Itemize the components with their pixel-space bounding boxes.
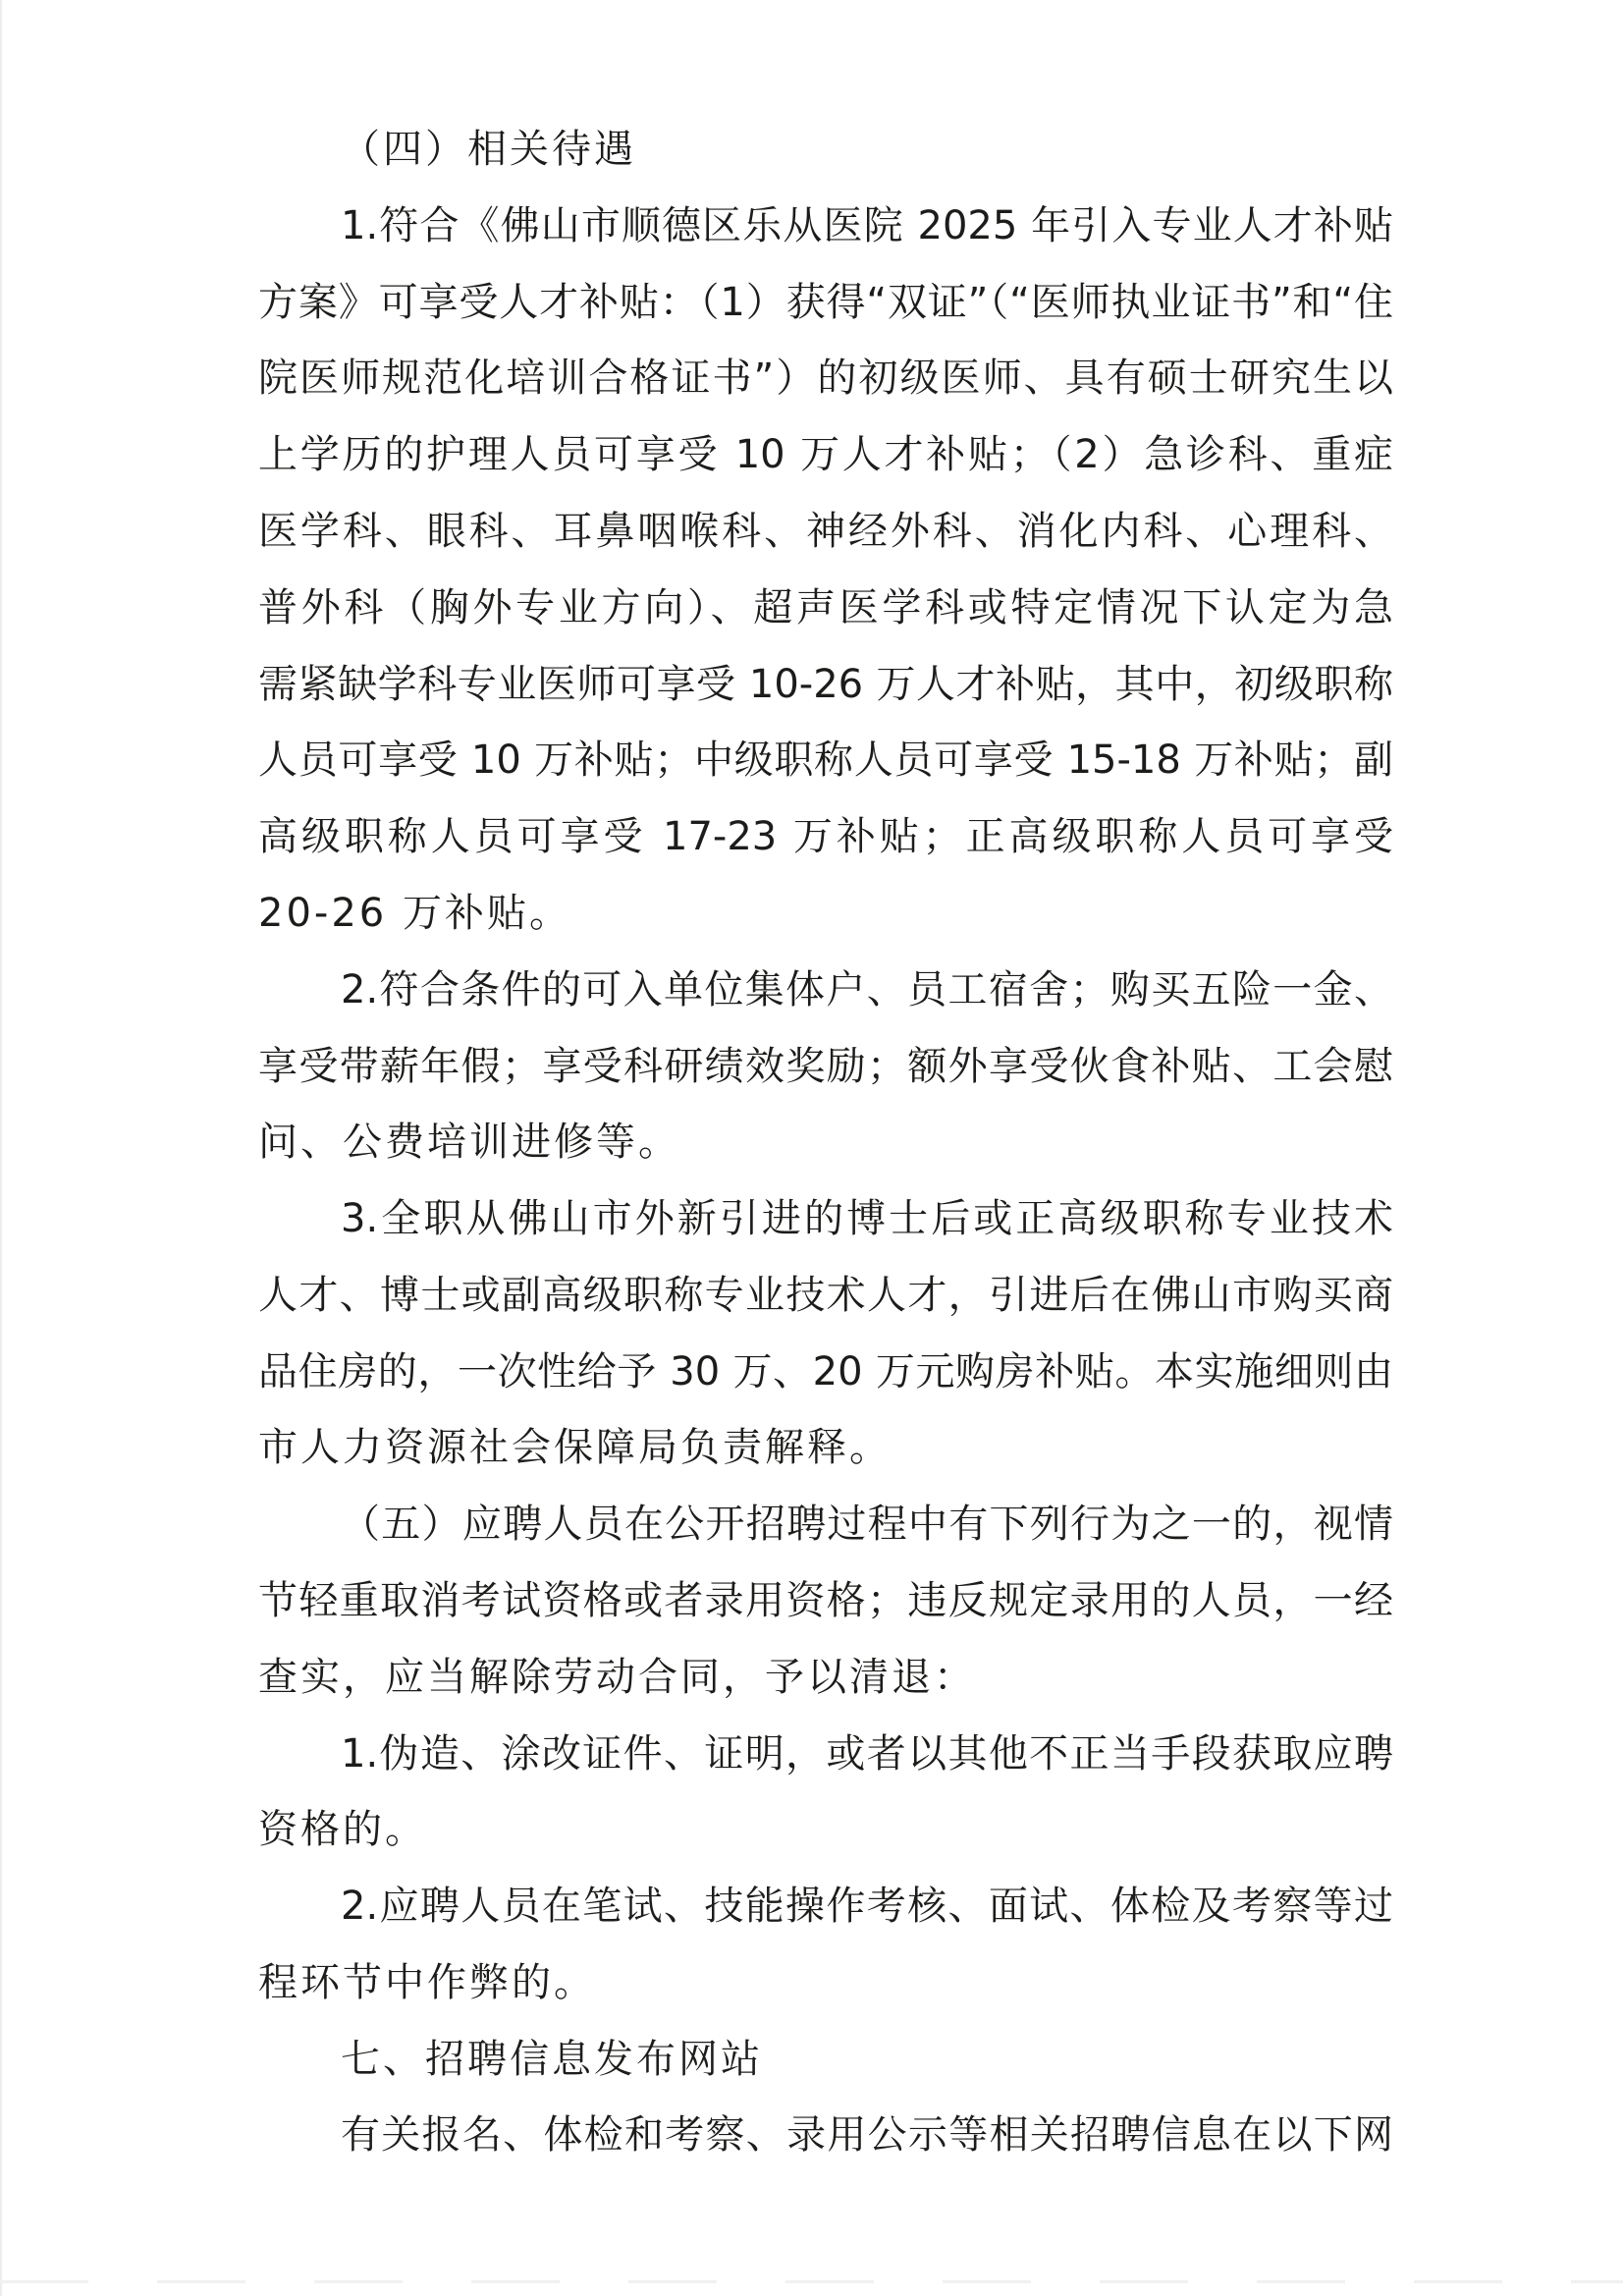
paragraph-line: 院医师规范化培训合格证书”）的初级医师、具有硕士研究生以	[258, 355, 1393, 401]
section-heading-benefits: （四）相关待遇	[341, 127, 636, 172]
paragraph-line: 普外科（胸外专业方向）、超声医学科或特定情况下认定为急	[258, 585, 1393, 630]
paragraph-line: 上学历的护理人员可享受 10 万人才补贴；（2）急诊科、重症	[258, 432, 1393, 477]
paragraph-line: 3.全职从佛山市外新引进的博士后或正高级职称专业技术	[341, 1196, 1393, 1241]
paragraph-line: 人才、博士或副高级职称专业技术人才，引进后在佛山市购买商	[258, 1273, 1393, 1318]
paragraph-line: 有关报名、体检和考察、录用公示等相关招聘信息在以下网	[341, 2112, 1393, 2158]
paragraph-line: 享受带薪年假；享受科研绩效奖励；额外享受伙食补贴、工会慰	[258, 1044, 1393, 1089]
paragraph-line: 方案》可享受人才补贴：（1）获得“双证”（“医师执业证书”和“住	[258, 280, 1393, 325]
paragraph-line: 人员可享受 10 万补贴；中级职称人员可享受 15-18 万补贴；副	[258, 738, 1393, 783]
paragraph-line: 医学科、眼科、耳鼻咽喉科、神经外科、消化内科、心理科、	[258, 509, 1393, 554]
scan-edge	[0, 0, 3, 2296]
paragraph-line: 2.符合条件的可入单位集体户、员工宿舍；购买五险一金、	[341, 967, 1393, 1012]
section-heading-publishing: 七、招聘信息发布网站	[341, 2037, 763, 2082]
paragraph-line: 市人力资源社会保障局负责解释。	[258, 1425, 892, 1470]
paragraph-line: 节轻重取消考试资格或者录用资格；违反规定录用的人员，一经	[258, 1578, 1393, 1623]
paragraph-line: 1.符合《佛山市顺德区乐从医院 2025 年引入专业人才补贴	[341, 203, 1393, 248]
paragraph-line: 程环节中作弊的。	[258, 1960, 596, 2005]
paragraph-line: 2.应聘人员在笔试、技能操作考核、面试、体检及考察等过	[341, 1884, 1393, 1929]
paragraph-line: 20-26 万补贴。	[258, 891, 571, 936]
paragraph-line: 高级职称人员可享受 17-23 万补贴；正高级职称人员可享受	[258, 814, 1393, 859]
paragraph-line: 1.伪造、涂改证件、证明，或者以其他不正当手段获取应聘	[341, 1731, 1393, 1777]
paragraph-line: （五）应聘人员在公开招聘过程中有下列行为之一的，视情	[341, 1502, 1393, 1547]
paragraph-line: 品住房的，一次性给予 30 万、20 万元购房补贴。本实施细则由	[258, 1349, 1393, 1394]
paragraph-line: 查实，应当解除劳动合同，予以清退：	[258, 1655, 976, 1700]
paragraph-line: 资格的。	[258, 1807, 427, 1852]
scan-artifact	[0, 2280, 1623, 2283]
paragraph-line: 需紧缺学科专业医师可享受 10-26 万人才补贴，其中，初级职称	[258, 662, 1393, 707]
paragraph-line: 问、公费培训进修等。	[258, 1120, 680, 1165]
